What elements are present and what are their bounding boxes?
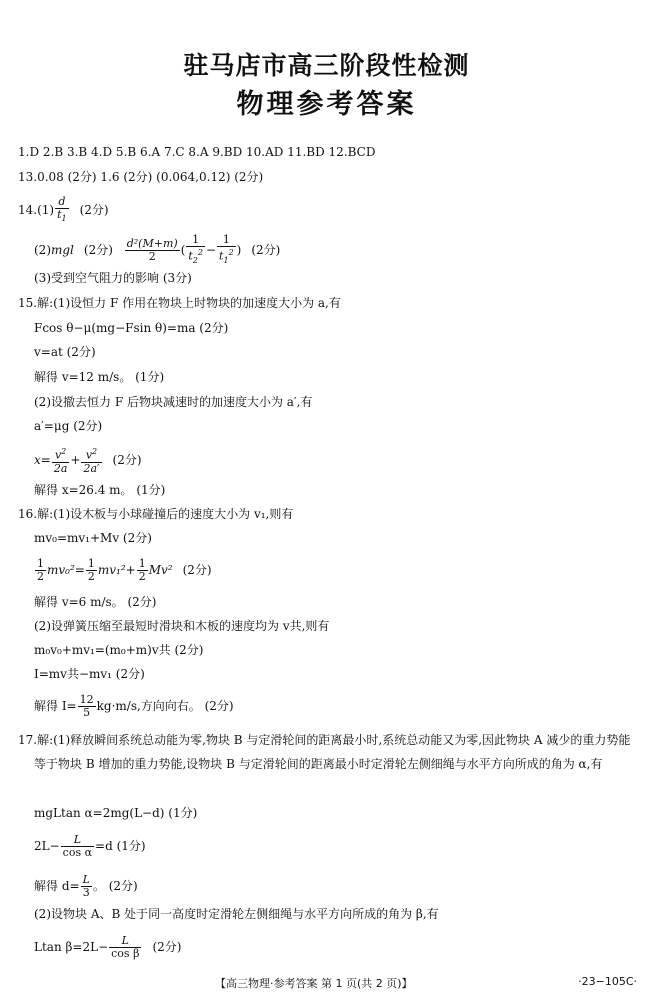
q17-eq2: [34, 834, 146, 859]
frac-num: 1: [217, 234, 236, 247]
term: mv₁²+: [97, 563, 136, 577]
frac-den: 3: [82, 886, 90, 899]
q15-eq4: x= $\frac{v^2}{2a}$ + $\frac{v^2}{2a'}$ (2分): [34, 447, 142, 475]
q15-fraction-2: [81, 446, 101, 475]
q14-part1: [18, 196, 109, 225]
q16-eq2: [34, 558, 212, 583]
frac-den: cos β: [111, 947, 140, 960]
frac-num: d²(M+m): [126, 236, 178, 250]
score: (2分): [251, 242, 281, 257]
result-prefix: 解得 d=: [34, 879, 80, 893]
q14-mgl: mgl: [51, 242, 74, 257]
frac-num: $v^2$: [81, 446, 101, 463]
q15-eq3: a′=μg (2分): [34, 419, 103, 433]
q17-fraction-3: [109, 935, 141, 960]
score: (2分): [79, 203, 109, 218]
frac-den: $t_1^2$: [219, 248, 234, 265]
footer-page-info: 【高三物理·参考答案 第 1 页(共 2 页)】: [215, 977, 413, 990]
q17-part2: (2)设物块 A、B 处于同一高度时定滑轮左侧细绳与水平方向所成的角为 β,有: [34, 907, 439, 921]
t-var: t: [188, 249, 193, 263]
q15-part2: (2)设撤去恒力 F 后物块减速时的加速度大小为 a′,有: [34, 395, 313, 409]
v-var: v: [85, 448, 93, 462]
part-label: (2): [34, 242, 51, 257]
page-title: 驻马店市高三阶段性检测: [183, 51, 470, 80]
q16-result2: [34, 694, 234, 719]
answers-line-1: 1.D 2.B 3.B 4.D 5.B 6.A 7.C 8.A 9.BD 10.AD 11.BD 12.BCD: [18, 145, 376, 159]
score: (2分): [112, 452, 142, 467]
q14-fraction-t1: [217, 234, 236, 267]
eq-prefix: 2L−: [34, 839, 60, 853]
term: mv₀²=: [47, 563, 85, 577]
score: (2分): [152, 940, 182, 954]
half-fraction: [35, 558, 46, 583]
score: (2分): [182, 563, 212, 577]
frac-num: 1: [37, 557, 44, 570]
frac-den: 5: [83, 706, 91, 719]
t-sub: 1: [61, 214, 67, 224]
frac-num: 12: [79, 693, 94, 706]
eq-suffix: =d (1分): [95, 839, 146, 853]
result-suffix: 。 (2分): [92, 879, 138, 893]
q17-eq1: mgLtan α=2mg(L−d) (1分): [34, 806, 198, 820]
frac-num: 1: [138, 557, 146, 570]
page-subtitle: 物理参考答案: [236, 89, 417, 120]
eq-prefix: Ltan β=2L−: [34, 940, 109, 954]
frac-num: L: [82, 873, 90, 886]
frac-num: $v^2$: [52, 446, 70, 463]
footer-code: ·23−105C·: [578, 975, 637, 988]
frac-den: 2: [148, 249, 156, 263]
q15-intro: 15.解:(1)设恒力 F 作用在物块上时物块的加速度大小为 a,有: [18, 296, 341, 310]
q15-eq2: v=at (2分): [34, 345, 96, 359]
q16-eq3: m₀v₀+mv₁=(m₀+m)v共 (2分): [34, 643, 204, 657]
frac-den: 2a′: [83, 461, 100, 475]
frac-den: 2: [87, 570, 95, 583]
q15-eq1: Fcos θ−μ(mg−Fsin θ)=ma (2分): [34, 321, 229, 335]
frac-den: cos α: [62, 846, 93, 859]
frac-num: L: [109, 935, 141, 948]
score: (2分): [83, 242, 113, 257]
q16-result1: 解得 v=6 m/s。 (2分): [34, 595, 157, 609]
frac-num: d: [55, 196, 69, 209]
q16-part2: (2)设弹簧压缩至最短时滑块和木板的速度均为 v共,则有: [34, 619, 330, 633]
frac-num: L: [61, 834, 94, 847]
q17-fraction-2: [81, 874, 92, 899]
q16-intro: 16.解:(1)设木板与小球碰撞后的速度大小为 v₁,则有: [18, 507, 294, 521]
q14-part2: (2)mgl (2分) $\frac{\text{d²(M+m)}}{2}$ ( $\frac{1}{t_2^2}$ − $\frac{1}{t_1^2}$ ) (2分): [34, 233, 281, 265]
answers-line-13: 13.0.08 (2分) 1.6 (2分) (0.064,0.12) (2分): [18, 170, 264, 184]
q16-eq4: I=mv共−mv₁ (2分): [34, 667, 145, 681]
frac-den: 2a: [53, 461, 68, 475]
q16-fraction: [78, 694, 96, 719]
q14-part3: (3)受到空气阻力的影响 (3分): [34, 271, 192, 285]
t-var: t: [57, 208, 62, 221]
q17-eq3: [34, 935, 181, 960]
q16-eq1: mv₀=mv₁+Mv (2分): [34, 531, 152, 545]
frac-den: 2: [138, 570, 146, 583]
q14-fraction-d-t1: [55, 196, 69, 225]
q15-result2: 解得 x=26.4 m。 (1分): [34, 483, 166, 497]
q14-fraction-t2: [186, 234, 205, 267]
q15-result1: 解得 v=12 m/s。 (1分): [34, 370, 165, 384]
eq-prefix: x=: [34, 452, 51, 467]
frac-num: 1: [186, 234, 205, 247]
q17-fraction-1: [61, 834, 94, 859]
q14-fraction-main: [125, 238, 180, 263]
term: Mv²: [148, 563, 173, 577]
t-var: t: [219, 249, 224, 263]
frac-den: 2: [37, 570, 44, 583]
frac-den: [55, 209, 69, 225]
q14-label: 14.(1): [18, 203, 55, 218]
frac-den: $t_2^2$: [188, 248, 203, 265]
result-suffix: kg·m/s,方向向右。 (2分): [96, 699, 234, 713]
result-prefix: 解得 I=: [34, 699, 77, 713]
half-fraction: [137, 558, 148, 583]
q17-intro: 17.解:(1)释放瞬间系统总动能为零,物块 B 与定滑轮间的距离最小时,系统总动能又为零,因此物块 A 减少的重力势能等于物块 B 增加的重力势能,设物块 B 与定滑轮间的距离最小时定滑轮左侧细绳与水平方向所成的角为 α,有: [18, 733, 631, 771]
q15-fraction-1: [52, 446, 70, 475]
q17-result1: [34, 874, 138, 899]
frac-num: 1: [87, 557, 95, 570]
v-var: v: [54, 448, 62, 462]
half-fraction: [86, 558, 97, 583]
